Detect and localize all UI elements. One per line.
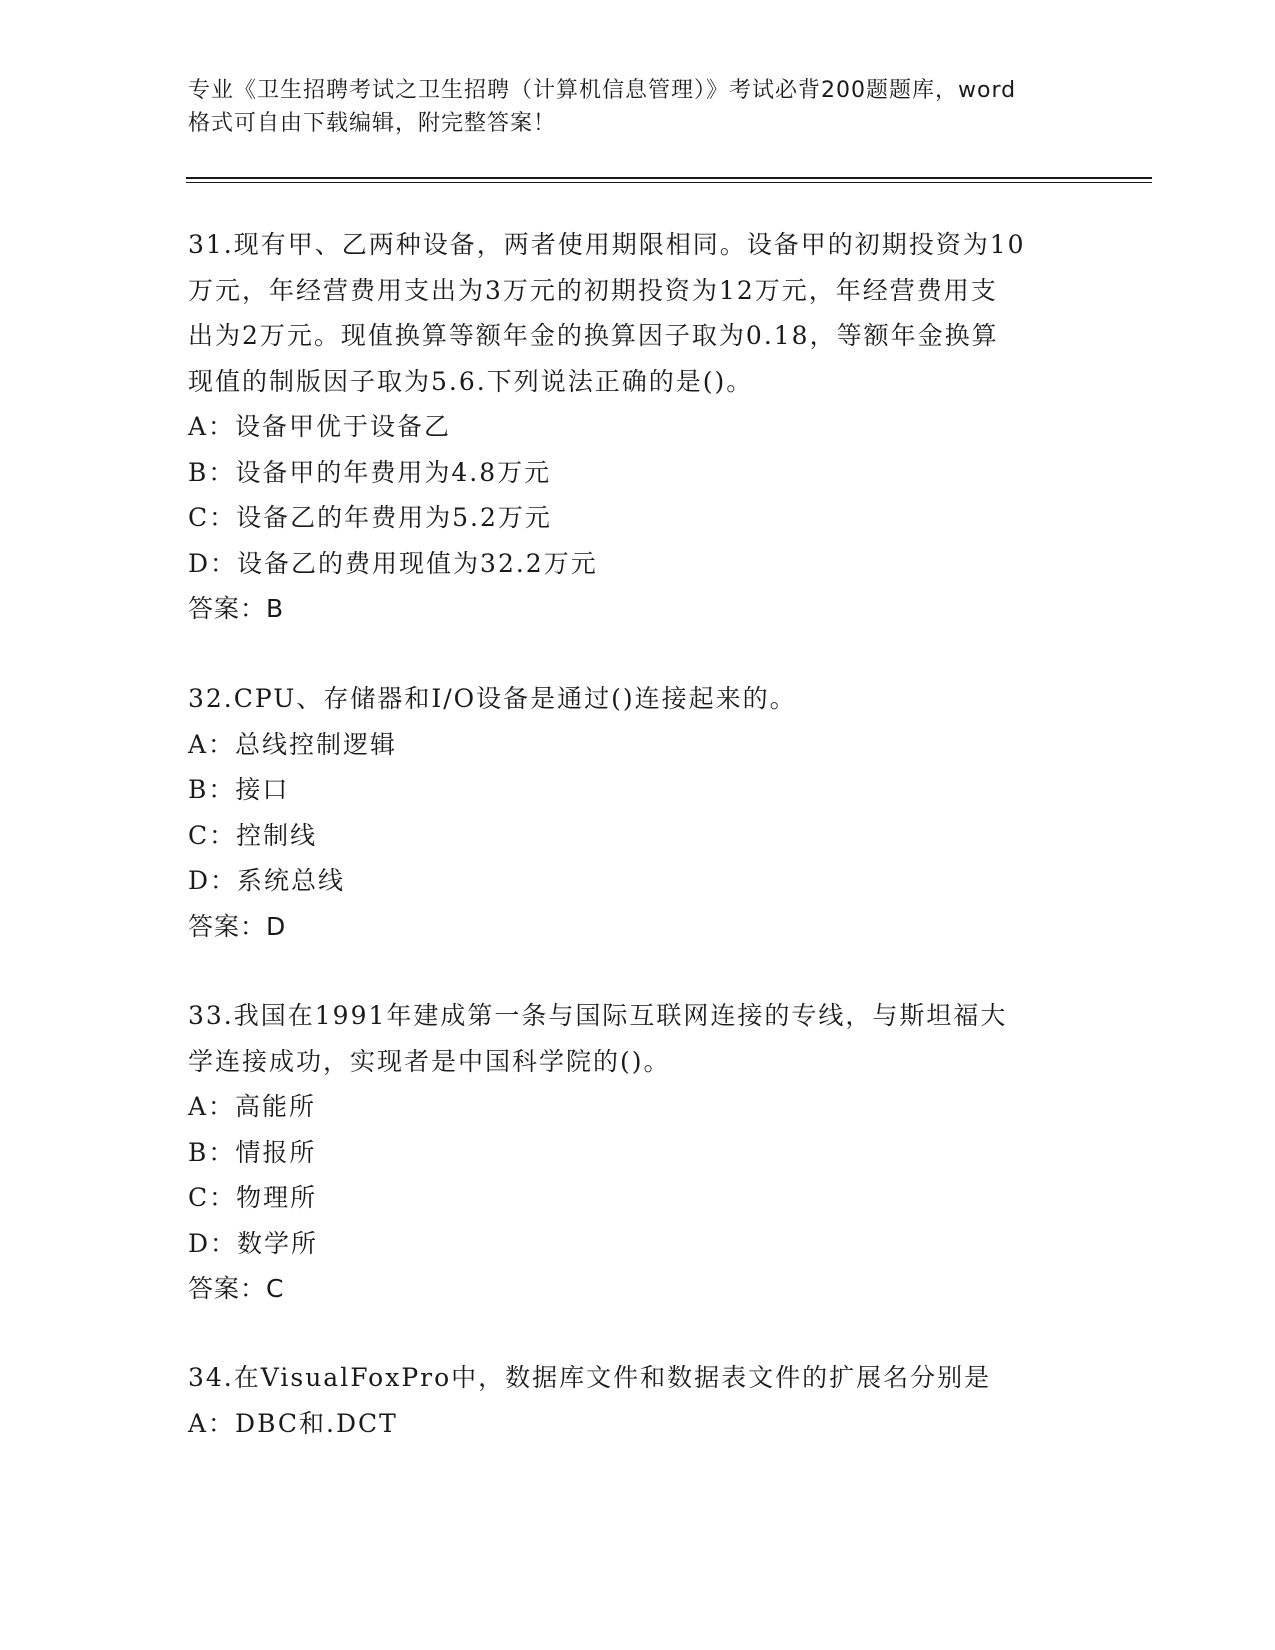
question-stem-line: 现值的制版因子取为5.6.下列说法正确的是()。	[188, 366, 754, 396]
header-line-1: 专业《卫生招聘考试之卫生招聘（计算机信息管理）》考试必背200题题库，word	[188, 78, 1017, 103]
option-b: B：接口	[188, 775, 290, 804]
option-c: C：物理所	[188, 1183, 318, 1212]
option-c: C：控制线	[188, 820, 318, 850]
question-stem-line: 33.我国在1991年建成第一条与国际互联网连接的专线，与斯坦福大	[188, 1001, 1008, 1030]
question-stem-line: 万元，年经营费用支出为3万元的初期投资为12万元，年经营费用支	[188, 275, 998, 305]
question-31	[188, 222, 1026, 632]
option-d: D：系统总线	[188, 866, 346, 895]
question-34	[188, 1355, 991, 1446]
option-a: A：DBC和.DCT	[188, 1408, 398, 1438]
header-divider-top	[186, 177, 1152, 179]
option-b: B：情报所	[188, 1137, 317, 1167]
option-d: D：数学所	[188, 1228, 319, 1258]
question-stem-line: 32.CPU、存储器和I/O设备是通过()连接起来的。	[188, 684, 797, 713]
answer-label: 答案：B	[188, 594, 285, 623]
question-stem-line: 31.现有甲、乙两种设备，两者使用期限相同。设备甲的初期投资为10	[188, 230, 1026, 259]
option-a: A：总线控制逻辑	[188, 729, 398, 759]
option-c: C：设备乙的年费用为5.2万元	[188, 503, 552, 532]
option-b: B：设备甲的年费用为4.8万元	[188, 457, 552, 487]
question-33	[188, 993, 1007, 1312]
option-d: D：设备乙的费用现值为32.2万元	[188, 548, 598, 578]
document-header	[188, 74, 1088, 140]
question-32	[188, 676, 797, 949]
option-a: A：高能所	[188, 1092, 317, 1121]
question-stem-line: 学连接成功，实现者是中国科学院的()。	[188, 1046, 671, 1076]
header-line-2: 格式可自由下载编辑，附完整答案！	[188, 111, 557, 136]
answer-label: 答案：D	[188, 911, 287, 941]
answer-label: 答案：C	[188, 1274, 285, 1303]
question-stem-line: 出为2万元。现值换算等额年金的换算因子取为0.18，等额年金换算	[188, 321, 999, 350]
header-divider-bottom	[186, 182, 1152, 183]
question-stem-line: 34.在VisualFoxPro中，数据库文件和数据表文件的扩展名分别是	[188, 1363, 992, 1392]
option-a: A：设备甲优于设备乙	[188, 412, 452, 441]
